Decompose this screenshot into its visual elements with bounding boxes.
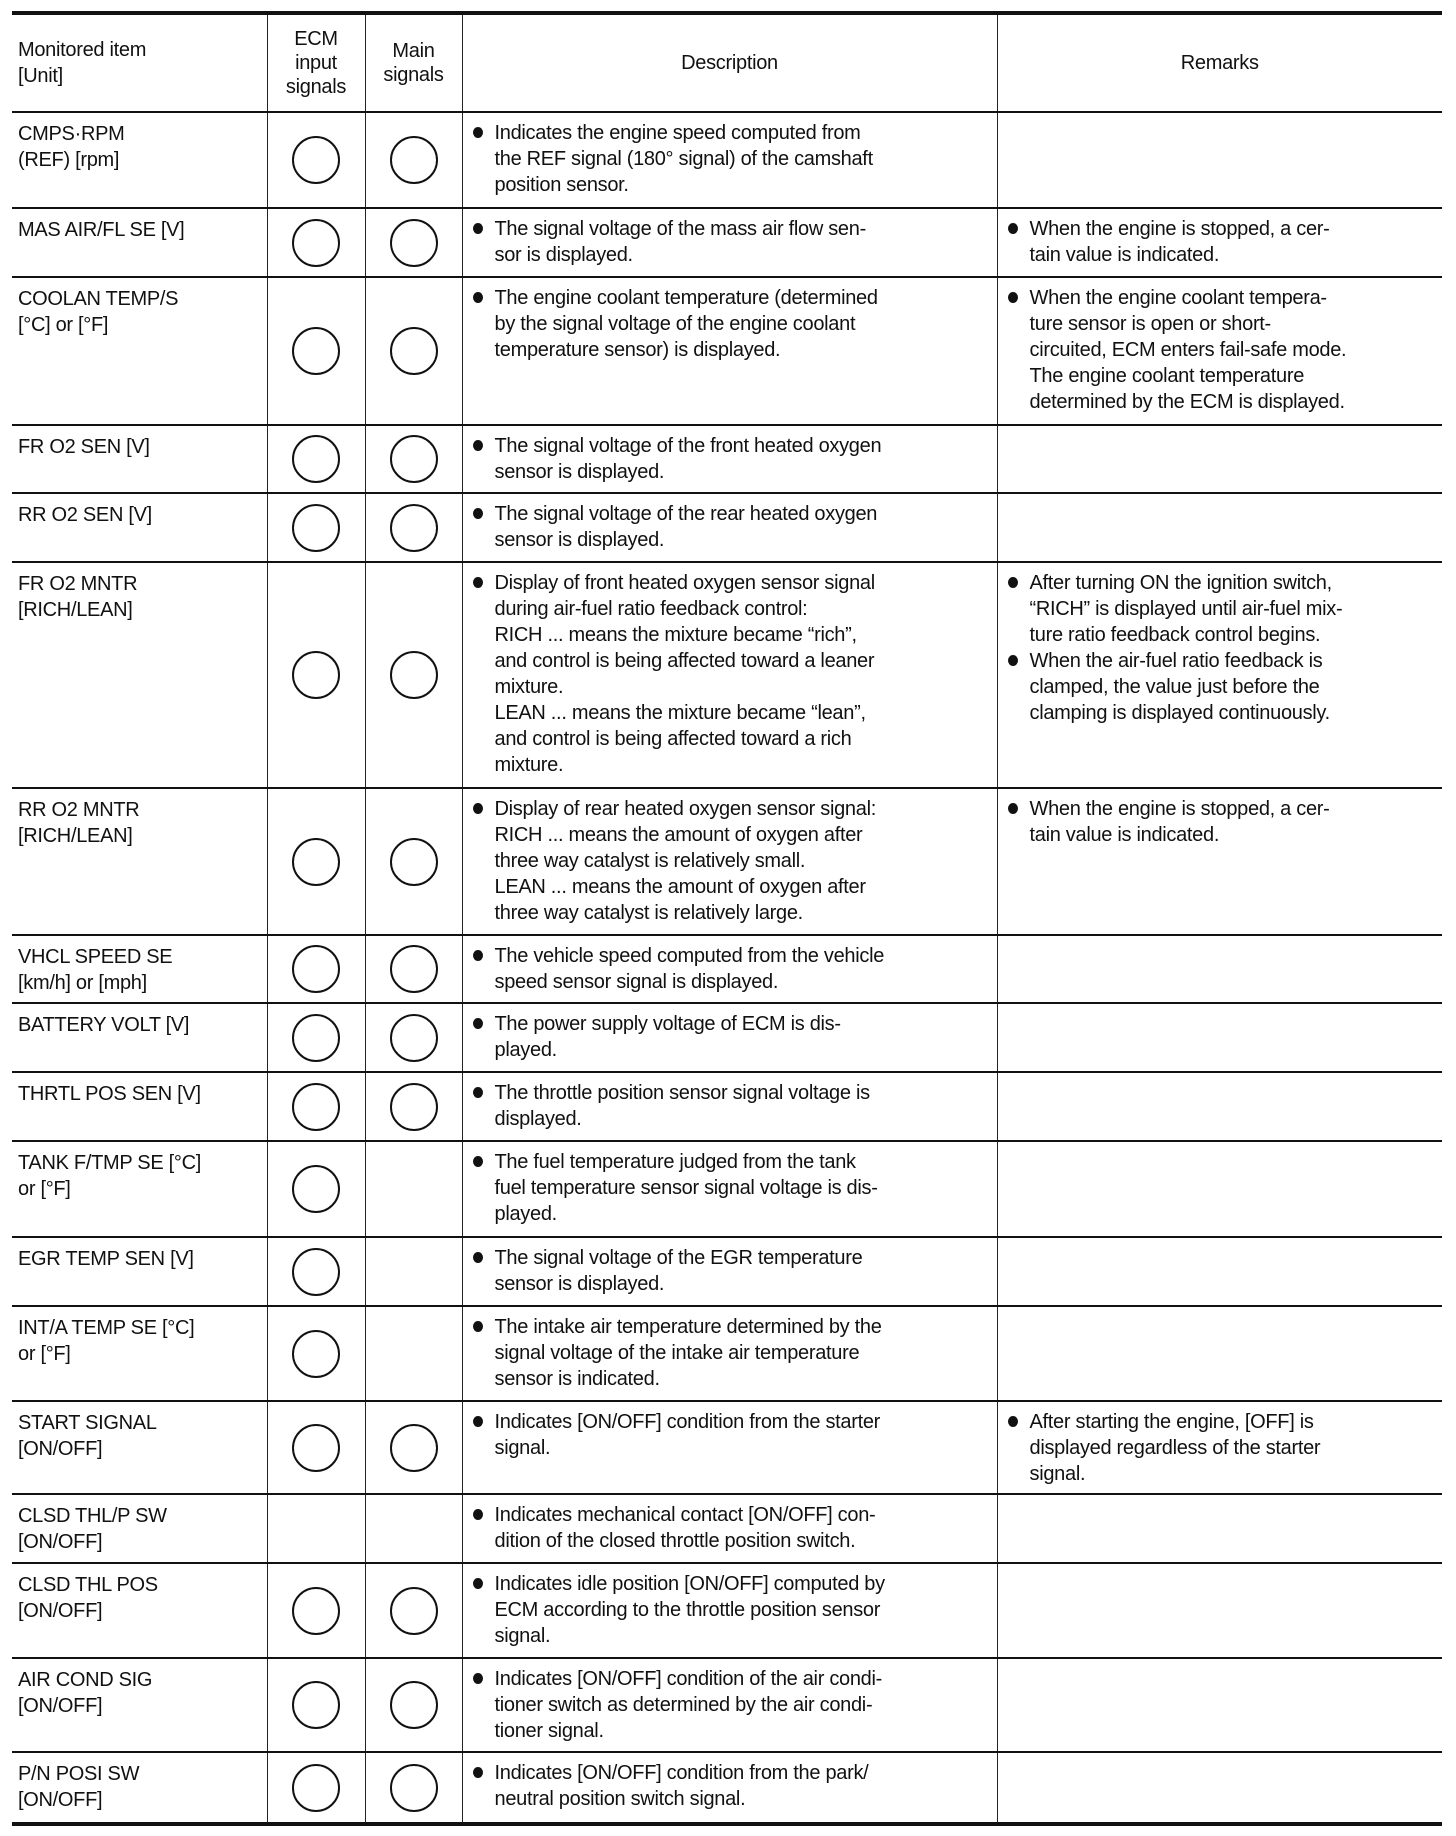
description-cell [462,425,997,493]
remarks-text: After starting the engine, [OFF] is displayed regardless of the starter signal. [1029,1411,1321,1485]
ecm-input-signal-cell [267,1003,365,1072]
description-cell [462,1401,997,1494]
remarks-bullet [1006,216,1435,268]
description-cell [462,1237,997,1306]
bullet-icon [1008,223,1018,234]
circle-mark-icon [292,1681,340,1729]
circle-mark-icon [390,136,438,184]
main-signal-cell [365,208,462,277]
description-text: Indicates mechanical contact [ON/OFF] con- dition of the closed throttle position switch. [494,1504,876,1552]
main-signal-cell [365,1658,462,1752]
monitored-item: AIR COND SIG [ON/OFF] [12,1658,267,1752]
header-main-signals: Main signals [365,13,462,112]
remarks-cell [997,935,1442,1003]
main-signal-cell [365,493,462,562]
bullet-icon [1008,655,1018,666]
bullet-icon [473,1087,483,1098]
monitored-item: TANK F/TMP SE [°C] or [°F] [12,1141,267,1237]
bullet-icon [473,1156,483,1167]
table-row [12,1658,1442,1752]
bullet-icon [1008,803,1018,814]
description-bullet [471,1409,989,1461]
description-bullet [471,1080,989,1132]
bullet-icon [473,1018,483,1029]
description-bullet [471,433,989,485]
remarks-bullet [1006,796,1435,848]
description-text: The signal voltage of the rear heated oxygen sensor is displayed. [494,503,878,551]
ecm-input-signal-cell [267,208,365,277]
ecm-input-signal-cell [267,1494,365,1563]
description-bullet [471,285,989,363]
header-ecm-input-signals: ECM input signals [267,13,365,112]
description-text: The vehicle speed computed from the vehicle speed sensor signal is displayed. [494,945,885,993]
description-text: Indicates idle position [ON/OFF] computed by ECM according to the throttle position sensor signal. [494,1573,885,1647]
bullet-icon [473,577,483,588]
circle-mark-icon [390,1424,438,1472]
description-text: The signal voltage of the mass air flow sen- sor is displayed. [494,218,866,266]
table-row [12,1141,1442,1237]
description-text: Indicates [ON/OFF] condition from the starter signal. [494,1411,881,1459]
remarks-text: When the engine is stopped, a cer- tain value is indicated. [1029,798,1330,846]
description-text: The power supply voltage of ECM is dis- played. [494,1013,841,1061]
remarks-text: When the air-fuel ratio feedback is clamped, the value just before the clamping is displayed continuously. [1029,650,1330,724]
monitored-item: THRTL POS SEN [V] [12,1072,267,1141]
bullet-icon [1008,1416,1018,1427]
monitored-item: START SIGNAL [ON/OFF] [12,1401,267,1494]
remarks-bullet [1006,648,1435,726]
remarks-cell [997,562,1442,788]
description-bullet [471,1502,989,1554]
circle-mark-icon [292,1764,340,1812]
bullet-icon [473,1767,483,1778]
circle-mark-icon [390,1014,438,1062]
main-signal-cell [365,277,462,425]
table-row [12,788,1442,935]
circle-mark-icon [292,219,340,267]
table-row [12,1003,1442,1072]
description-bullet [471,1571,989,1649]
remarks-cell [997,1237,1442,1306]
remarks-cell [997,208,1442,277]
table-row [12,1563,1442,1658]
main-signal-cell [365,425,462,493]
bullet-icon [473,950,483,961]
table-row [12,1072,1442,1141]
bullet-icon [473,1673,483,1684]
description-cell [462,493,997,562]
remarks-bullet [1006,1409,1435,1487]
table-body [12,112,1442,1824]
monitored-item: MAS AIR/FL SE [V] [12,208,267,277]
remarks-cell [997,425,1442,493]
ecm-input-signal-cell [267,935,365,1003]
ecm-input-signal-cell [267,1237,365,1306]
table-header-row [12,13,1442,112]
circle-mark-icon [292,435,340,483]
remarks-cell [997,1658,1442,1752]
main-signal-cell [365,1752,462,1824]
main-signal-cell [365,1563,462,1658]
main-signal-cell [365,112,462,208]
main-signal-cell [365,1003,462,1072]
monitored-item: INT/A TEMP SE [°C] or [°F] [12,1306,267,1401]
ecm-input-signal-cell [267,1072,365,1141]
monitored-item: RR O2 MNTR [RICH/LEAN] [12,788,267,935]
ecm-input-signal-cell [267,1141,365,1237]
circle-mark-icon [292,136,340,184]
header-monitored-item: Monitored item [Unit] [12,13,267,112]
ecm-input-signal-cell [267,1658,365,1752]
table-row [12,562,1442,788]
main-signal-cell [365,1141,462,1237]
monitored-item: RR O2 SEN [V] [12,493,267,562]
remarks-cell [997,1494,1442,1563]
description-text: Display of front heated oxygen sensor signal during air-fuel ratio feedback control: RICH ... means the mixture became “rich”, and control is being affected toward a leaner mixture. LEAN ... means the mixture became “lean”, and control is being affected toward a rich mixture. [494,572,875,776]
circle-mark-icon [390,1681,438,1729]
main-signal-cell [365,1401,462,1494]
circle-mark-icon [390,945,438,993]
monitored-item: P/N POSI SW [ON/OFF] [12,1752,267,1824]
bullet-icon [1008,577,1018,588]
description-cell [462,1658,997,1752]
bullet-icon [473,1578,483,1589]
monitored-item: COOLAN TEMP/S [°C] or [°F] [12,277,267,425]
description-text: Indicates [ON/OFF] condition from the park/ neutral position switch signal. [494,1762,869,1810]
description-bullet [471,1149,989,1227]
description-cell [462,562,997,788]
remarks-text: When the engine coolant tempera- ture sensor is open or short- circuited, ECM enters fail-safe mode. The engine coolant temperature determined by the ECM is displayed. [1029,287,1347,413]
circle-mark-icon [390,219,438,267]
monitored-item: CLSD THL POS [ON/OFF] [12,1563,267,1658]
description-text: Indicates [ON/OFF] condition of the air condi- tioner switch as determined by the air condi- tioner signal. [494,1668,882,1742]
header-remarks: Remarks [997,13,1442,112]
description-bullet [471,796,989,926]
table-row [12,1752,1442,1824]
remarks-text: When the engine is stopped, a cer- tain value is indicated. [1029,218,1330,266]
monitored-item: EGR TEMP SEN [V] [12,1237,267,1306]
description-bullet [471,1245,989,1297]
circle-mark-icon [292,1165,340,1213]
remarks-cell [997,112,1442,208]
description-cell [462,1141,997,1237]
monitored-item: CLSD THL/P SW [ON/OFF] [12,1494,267,1563]
bullet-icon [473,1416,483,1427]
circle-mark-icon [292,1248,340,1296]
monitored-item: FR O2 SEN [V] [12,425,267,493]
bullet-icon [473,508,483,519]
circle-mark-icon [390,1764,438,1812]
ecm-input-signal-cell [267,1563,365,1658]
circle-mark-icon [390,1587,438,1635]
monitored-item: BATTERY VOLT [V] [12,1003,267,1072]
remarks-bullet [1006,285,1435,415]
bullet-icon [473,292,483,303]
monitored-item: VHCL SPEED SE [km/h] or [mph] [12,935,267,1003]
monitored-items-table [12,11,1442,1826]
main-signal-cell [365,1494,462,1563]
remarks-cell [997,1401,1442,1494]
ecm-input-signal-cell [267,493,365,562]
description-cell [462,1752,997,1824]
description-text: Indicates the engine speed computed from the REF signal (180° signal) of the camshaft position sensor. [494,122,873,196]
bullet-icon [473,440,483,451]
table-row [12,1306,1442,1401]
description-cell [462,112,997,208]
ecm-input-signal-cell [267,1306,365,1401]
bullet-icon [473,1509,483,1520]
remarks-cell [997,1141,1442,1237]
circle-mark-icon [292,1083,340,1131]
circle-mark-icon [390,838,438,886]
ecm-input-signal-cell [267,277,365,425]
bullet-icon [1008,292,1018,303]
bullet-icon [473,127,483,138]
description-cell [462,1072,997,1141]
remarks-cell [997,1306,1442,1401]
description-text: The signal voltage of the front heated oxygen sensor is displayed. [494,435,882,483]
bullet-icon [473,1252,483,1263]
description-text: The fuel temperature judged from the tank fuel temperature sensor signal voltage is dis- played. [494,1151,878,1225]
circle-mark-icon [390,1083,438,1131]
description-bullet [471,1314,989,1392]
bullet-icon [473,803,483,814]
ecm-input-signal-cell [267,1752,365,1824]
description-cell [462,1563,997,1658]
circle-mark-icon [292,1330,340,1378]
description-bullet [471,570,989,778]
circle-mark-icon [292,1014,340,1062]
ecm-input-signal-cell [267,562,365,788]
bullet-icon [473,1321,483,1332]
remarks-cell [997,1072,1442,1141]
description-text: The throttle position sensor signal voltage is displayed. [494,1082,870,1130]
description-bullet [471,501,989,553]
main-signal-cell [365,1306,462,1401]
table-row [12,208,1442,277]
monitored-item: CMPS·RPM (REF) [rpm] [12,112,267,208]
description-bullet [471,216,989,268]
table-row [12,493,1442,562]
circle-mark-icon [390,327,438,375]
circle-mark-icon [390,651,438,699]
description-bullet [471,1666,989,1744]
description-bullet [471,120,989,198]
table-row [12,1401,1442,1494]
circle-mark-icon [292,651,340,699]
description-cell [462,935,997,1003]
remarks-cell [997,1563,1442,1658]
circle-mark-icon [292,945,340,993]
circle-mark-icon [390,504,438,552]
table-row [12,935,1442,1003]
main-signal-cell [365,1072,462,1141]
ecm-input-signal-cell [267,112,365,208]
description-text: The intake air temperature determined by the signal voltage of the intake air temperature sensor is indicated. [494,1316,882,1390]
main-signal-cell [365,562,462,788]
header-description: Description [462,13,997,112]
description-bullet [471,1760,989,1812]
remarks-cell [997,277,1442,425]
ecm-input-signal-cell [267,788,365,935]
circle-mark-icon [292,838,340,886]
description-cell [462,788,997,935]
table-row [12,1237,1442,1306]
ecm-input-signal-cell [267,1401,365,1494]
description-bullet [471,943,989,995]
description-cell [462,1306,997,1401]
remarks-cell [997,1003,1442,1072]
monitored-item: FR O2 MNTR [RICH/LEAN] [12,562,267,788]
table-row [12,277,1442,425]
table-row [12,1494,1442,1563]
ecm-input-signal-cell [267,425,365,493]
description-text: The signal voltage of the EGR temperature sensor is displayed. [494,1247,863,1295]
description-cell [462,1003,997,1072]
remarks-bullet [1006,570,1435,648]
table-row [12,425,1442,493]
description-cell [462,208,997,277]
remarks-text: After turning ON the ignition switch, “RICH” is displayed until air-fuel mix- ture ratio feedback control begins. [1029,572,1343,646]
remarks-cell [997,788,1442,935]
circle-mark-icon [292,327,340,375]
description-bullet [471,1011,989,1063]
description-text: Display of rear heated oxygen sensor signal: RICH ... means the amount of oxygen after three way catalyst is relatively small. LEAN ... means the amount of oxygen after three way catalyst is relatively large. [494,798,876,924]
remarks-cell [997,1752,1442,1824]
bullet-icon [473,223,483,234]
circle-mark-icon [292,504,340,552]
main-signal-cell [365,935,462,1003]
circle-mark-icon [292,1424,340,1472]
remarks-cell [997,493,1442,562]
circle-mark-icon [390,435,438,483]
table-row [12,112,1442,208]
main-signal-cell [365,1237,462,1306]
circle-mark-icon [292,1587,340,1635]
description-text: The engine coolant temperature (determined by the signal voltage of the engine coolant temperature sensor) is displayed. [494,287,878,361]
description-cell [462,277,997,425]
main-signal-cell [365,788,462,935]
description-cell [462,1494,997,1563]
